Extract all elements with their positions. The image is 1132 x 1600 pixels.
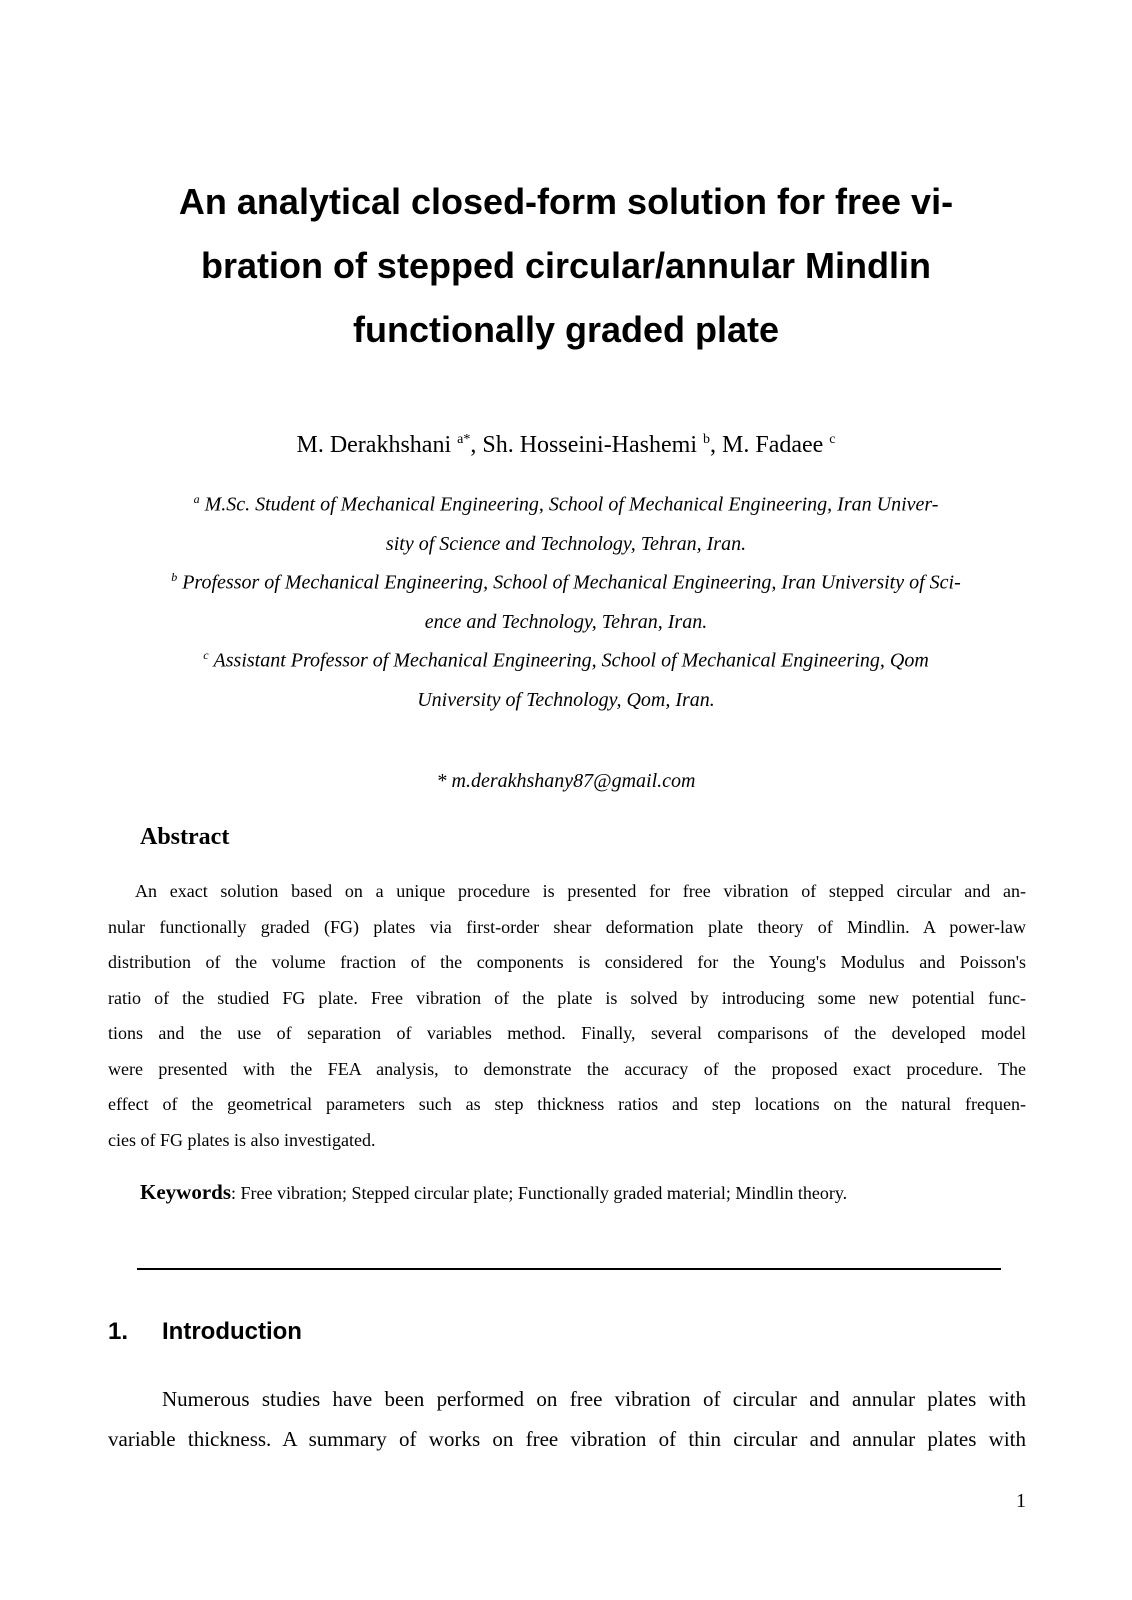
affiliation-b: [100, 558, 1032, 642]
corresponding-email: * m.derakhshany87@gmail.com: [436, 770, 696, 792]
title-line: An analytical closed-form solution for free vi-: [178, 181, 954, 222]
author-name: M. Derakhshani: [296, 432, 452, 458]
introduction-line: Numerous studies have been performed on free vibration of circular and annular plates with: [162, 1387, 1026, 1411]
affiliation-text: M.Sc. Student of Mechanical Engineering, School of Mechanical Engineering, Iran Univer-: [204, 493, 939, 516]
author-list: M. Derakhshani $^{a*}$, Sh. Hosseini-Hashemi $^b$, M. Fadaee $^c$: [296, 432, 836, 458]
author-affiliation-mark: c: [829, 432, 836, 447]
affiliation-text: ence and Technology, Tehran, Iran.: [424, 610, 708, 633]
affiliation-text: University of Technology, Qom, Iran.: [417, 688, 715, 711]
page-number: 1: [1016, 1490, 1026, 1512]
section-title: Introduction: [162, 1318, 302, 1345]
introduction-body: [108, 1380, 1026, 1459]
section-number: 1.: [108, 1318, 129, 1345]
affiliation-mark: b: [171, 570, 178, 584]
author-name: Sh. Hosseini-Hashemi: [482, 432, 697, 458]
section-divider: [137, 1268, 1001, 1270]
abstract-line: tions and the use of separation of variables method. Finally, several comparisons of the developed model: [108, 1023, 1026, 1043]
abstract-line: were presented with the FEA analysis, to demonstrate the accuracy of the proposed exact procedure. The: [108, 1058, 1026, 1079]
abstract-line: cies of FG plates is also investigated.: [108, 1129, 376, 1150]
introduction-line: variable thickness. A summary of works on free vibration of thin circular and annular plates with: [108, 1426, 1026, 1451]
section-heading-introduction: [108, 1318, 302, 1346]
keywords-label: Keywords: [140, 1180, 231, 1204]
author-affiliation-mark: a*: [457, 432, 471, 447]
affiliation-a: [100, 480, 1032, 564]
title-line: functionally graded plate: [352, 309, 780, 350]
affiliation-c: [100, 636, 1032, 720]
title-line: bration of stepped circular/annular Mindlin: [200, 245, 932, 286]
author-name: M. Fadaee: [722, 432, 824, 458]
affiliation-text: Professor of Mechanical Engineering, School of Mechanical Engineering, Iran University of Sci-: [182, 571, 961, 594]
keywords-text: : Free vibration; Stepped circular plate; Functionally graded material; Mindlin theory.: [231, 1183, 848, 1203]
affiliation-mark: a: [193, 492, 200, 506]
affiliation-text: sity of Science and Technology, Tehran, Iran.: [385, 532, 747, 555]
abstract-line: An exact solution based on a unique procedure is presented for free vibration of stepped circular and an-: [135, 881, 1026, 901]
abstract-line: ratio of the studied FG plate. Free vibration of the plate is solved by introducing some new potential func-: [108, 987, 1026, 1008]
paper-title: [140, 170, 992, 362]
affiliation-text: Assistant Professor of Mechanical Engineering, School of Mechanical Engineering, Qom: [213, 649, 929, 672]
abstract-heading: Abstract: [140, 824, 230, 850]
abstract-body: [108, 874, 1026, 1158]
affiliation-mark: c: [203, 648, 209, 662]
abstract-line: nular functionally graded (FG) plates via first-order shear deformation plate theory of Mindlin. A power-law: [108, 916, 1026, 937]
author-affiliation-mark: b: [703, 432, 710, 447]
abstract-line: distribution of the volume fraction of the components is considered for the Young's Modulus and Poisson's: [108, 952, 1026, 972]
keywords: [140, 1180, 847, 1205]
abstract-line: effect of the geometrical parameters such as step thickness ratios and step locations on the natural frequen-: [108, 1094, 1026, 1114]
